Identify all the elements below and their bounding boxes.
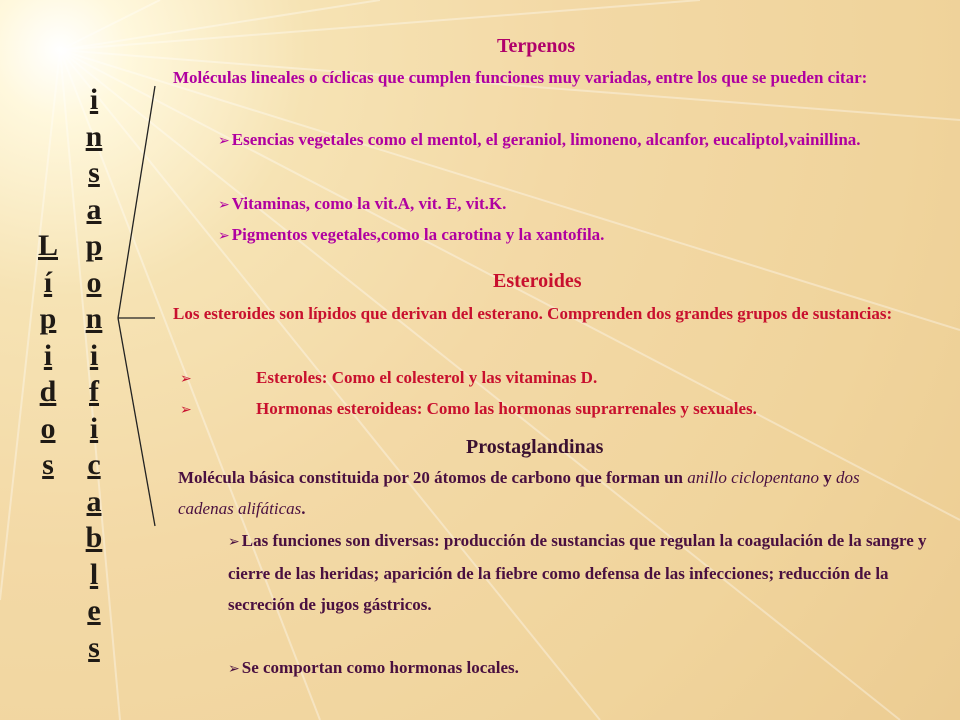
arrow-bullet-icon: ➢ <box>228 661 240 677</box>
prostaglandinas-intro-text-a: Molécula básica constituida por 20 átomos de carbono que forman un <box>178 468 688 487</box>
prostaglandinas-bullet-text: Las funciones son diversas: producción de sustancias que regulan la coagulación de la sangre y cierre de las heridas; aparición de la fiebre como defensa de las infecciones; reducción de la secreción de jugos gástricos. <box>228 531 927 614</box>
lipidos-letter: o <box>40 411 56 445</box>
insaponificables-letter: a <box>86 192 102 226</box>
lipidos-letter: p <box>39 302 57 335</box>
terpenos-intro: Moléculas lineales o cíclicas que cumplen funciones muy variadas, entre los que se pueden citar: <box>173 68 868 87</box>
terpenos-bullet-text: Esencias vegetales como el mentol, el geraniol, limoneno, alcanfor, eucaliptol,vainillina. <box>231 130 861 149</box>
arrow-bullet-icon: ➢ <box>218 133 230 149</box>
insaponificables-letter: s <box>88 156 100 189</box>
esteroides-intro <box>173 298 931 329</box>
lipidos-letter: i <box>43 338 53 372</box>
lipidos-letter: í <box>43 265 53 299</box>
prostaglandinas-bullet-text: Se comportan como hormonas locales. <box>241 658 519 677</box>
insaponificables-letter: i <box>89 411 99 445</box>
lipidos-letter: s <box>42 448 54 481</box>
prostaglandinas-bullet-2 <box>228 652 933 685</box>
insaponificables-letter: f <box>89 375 99 408</box>
arrow-bullet-icon: ➢ <box>218 197 230 213</box>
arrow-bullet-icon: ➢ <box>228 534 240 550</box>
insaponificables-letter: n <box>85 119 103 153</box>
terpenos-bullet-3 <box>218 219 933 252</box>
insaponificables-letter: l <box>89 557 99 591</box>
insaponificables-letter: i <box>89 338 99 372</box>
esteroides-heading: Esteroides <box>493 270 582 292</box>
arrow-bullet-icon: ➢ <box>218 228 230 244</box>
esteroides-bullet-text: Hormonas esteroideas: Como las hormonas suprarrenales y sexuales. <box>256 399 757 418</box>
arrow-bullet-icon: ➢ <box>180 402 192 418</box>
terpenos-bullet-text: Pigmentos vegetales,como la carotina y la xantofila. <box>231 225 605 244</box>
insaponificables-letter: o <box>86 265 102 299</box>
insaponificables-letter: c <box>87 448 101 481</box>
esteroides-intro-text: Los esteroides son lípidos que derivan del esterano. Comprenden dos grandes grupos de sustancias: <box>173 304 893 323</box>
insaponificables-letter: s <box>88 630 100 664</box>
prostaglandinas-intro-italic-2: dos cadenas alifáticas <box>178 468 860 518</box>
prostaglandinas-intro-italic-1: anillo ciclopentano <box>687 468 819 487</box>
insaponificables-letter: a <box>86 484 102 518</box>
lipidos-letter: d <box>39 375 57 408</box>
terpenos-bullet-2 <box>218 188 933 221</box>
prostaglandinas-intro-text-c: y <box>818 468 836 487</box>
prostaglandinas-heading: Prostaglandinas <box>466 436 604 458</box>
insaponificables-letter: p <box>85 229 103 262</box>
esteroides-bullet-text: Esteroles: Como el colesterol y las vitaminas D. <box>256 368 598 387</box>
insaponificables-letter: i <box>89 83 99 116</box>
terpenos-bullet-1 <box>218 124 933 157</box>
insaponificables-letter: e <box>87 594 101 627</box>
insaponificables-letter: n <box>85 302 103 335</box>
prostaglandinas-intro-text-e: . <box>301 499 306 518</box>
bracket-line-prostaglandinas <box>118 318 155 526</box>
prostaglandinas-intro <box>178 462 913 524</box>
lipidos-letter: L <box>37 229 58 262</box>
bracket-line-terpenos <box>118 86 155 318</box>
terpenos-bullet-text: Vitaminas, como la vit.A, vit. E, vit.K. <box>231 194 507 213</box>
prostaglandinas-bullet-1 <box>228 525 933 620</box>
insaponificables-letter: b <box>85 521 103 554</box>
arrow-bullet-icon: ➢ <box>180 371 192 387</box>
terpenos-heading: Terpenos <box>497 35 576 57</box>
esteroides-bullet-1 <box>180 362 960 395</box>
esteroides-bullet-2 <box>180 393 933 426</box>
